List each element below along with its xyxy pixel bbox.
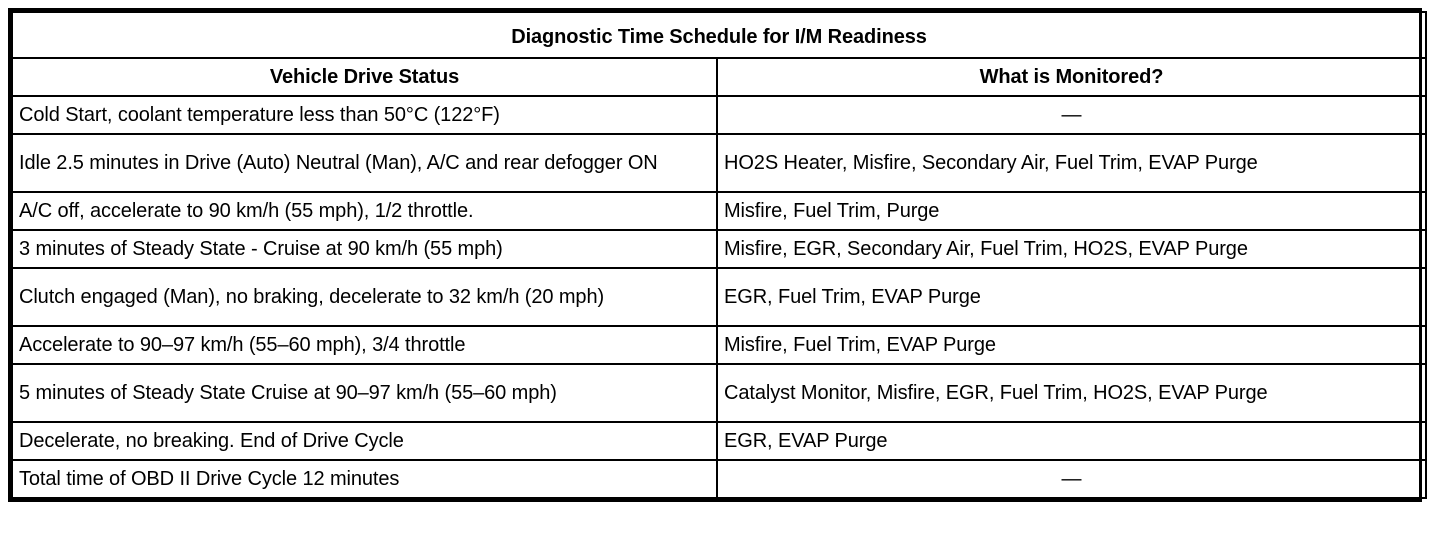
monitored-cell: Misfire, Fuel Trim, EVAP Purge xyxy=(717,326,1426,364)
monitored-cell: Catalyst Monitor, Misfire, EGR, Fuel Trim, HO2S, EVAP Purge xyxy=(717,364,1426,422)
drive-status-cell: Accelerate to 90–97 km/h (55–60 mph), 3/4 throttle xyxy=(12,326,717,364)
table-row xyxy=(12,134,1426,192)
diagnostic-schedule-table-frame xyxy=(8,8,1422,502)
table-row xyxy=(12,326,1426,364)
table-row xyxy=(12,268,1426,326)
drive-status-cell: Clutch engaged (Man), no braking, decelerate to 32 km/h (20 mph) xyxy=(12,268,717,326)
table-title: Diagnostic Time Schedule for I/M Readiness xyxy=(12,12,1426,58)
monitored-cell: HO2S Heater, Misfire, Secondary Air, Fuel Trim, EVAP Purge xyxy=(717,134,1426,192)
drive-status-cell: 3 minutes of Steady State - Cruise at 90 km/h (55 mph) xyxy=(12,230,717,268)
drive-status-cell: Decelerate, no breaking. End of Drive Cycle xyxy=(12,422,717,460)
drive-status-cell: 5 minutes of Steady State Cruise at 90–97 km/h (55–60 mph) xyxy=(12,364,717,422)
monitored-cell: EGR, EVAP Purge xyxy=(717,422,1426,460)
monitored-cell: — xyxy=(717,460,1426,498)
monitored-cell: Misfire, EGR, Secondary Air, Fuel Trim, HO2S, EVAP Purge xyxy=(717,230,1426,268)
table-row xyxy=(12,230,1426,268)
drive-status-cell: Idle 2.5 minutes in Drive (Auto) Neutral (Man), A/C and rear defogger ON xyxy=(12,134,717,192)
monitored-cell: EGR, Fuel Trim, EVAP Purge xyxy=(717,268,1426,326)
monitored-cell: Misfire, Fuel Trim, Purge xyxy=(717,192,1426,230)
drive-status-cell: A/C off, accelerate to 90 km/h (55 mph), 1/2 throttle. xyxy=(12,192,717,230)
monitored-cell: — xyxy=(717,96,1426,134)
drive-status-cell: Cold Start, coolant temperature less than 50°C (122°F) xyxy=(12,96,717,134)
drive-status-cell: Total time of OBD II Drive Cycle 12 minutes xyxy=(12,460,717,498)
table-row xyxy=(12,192,1426,230)
column-header-vehicle-drive-status: Vehicle Drive Status xyxy=(12,58,717,96)
diagnostic-schedule-table xyxy=(11,11,1427,499)
table-row xyxy=(12,96,1426,134)
table-row xyxy=(12,460,1426,498)
column-header-what-is-monitored: What is Monitored? xyxy=(717,58,1426,96)
table-row xyxy=(12,422,1426,460)
table-row xyxy=(12,364,1426,422)
